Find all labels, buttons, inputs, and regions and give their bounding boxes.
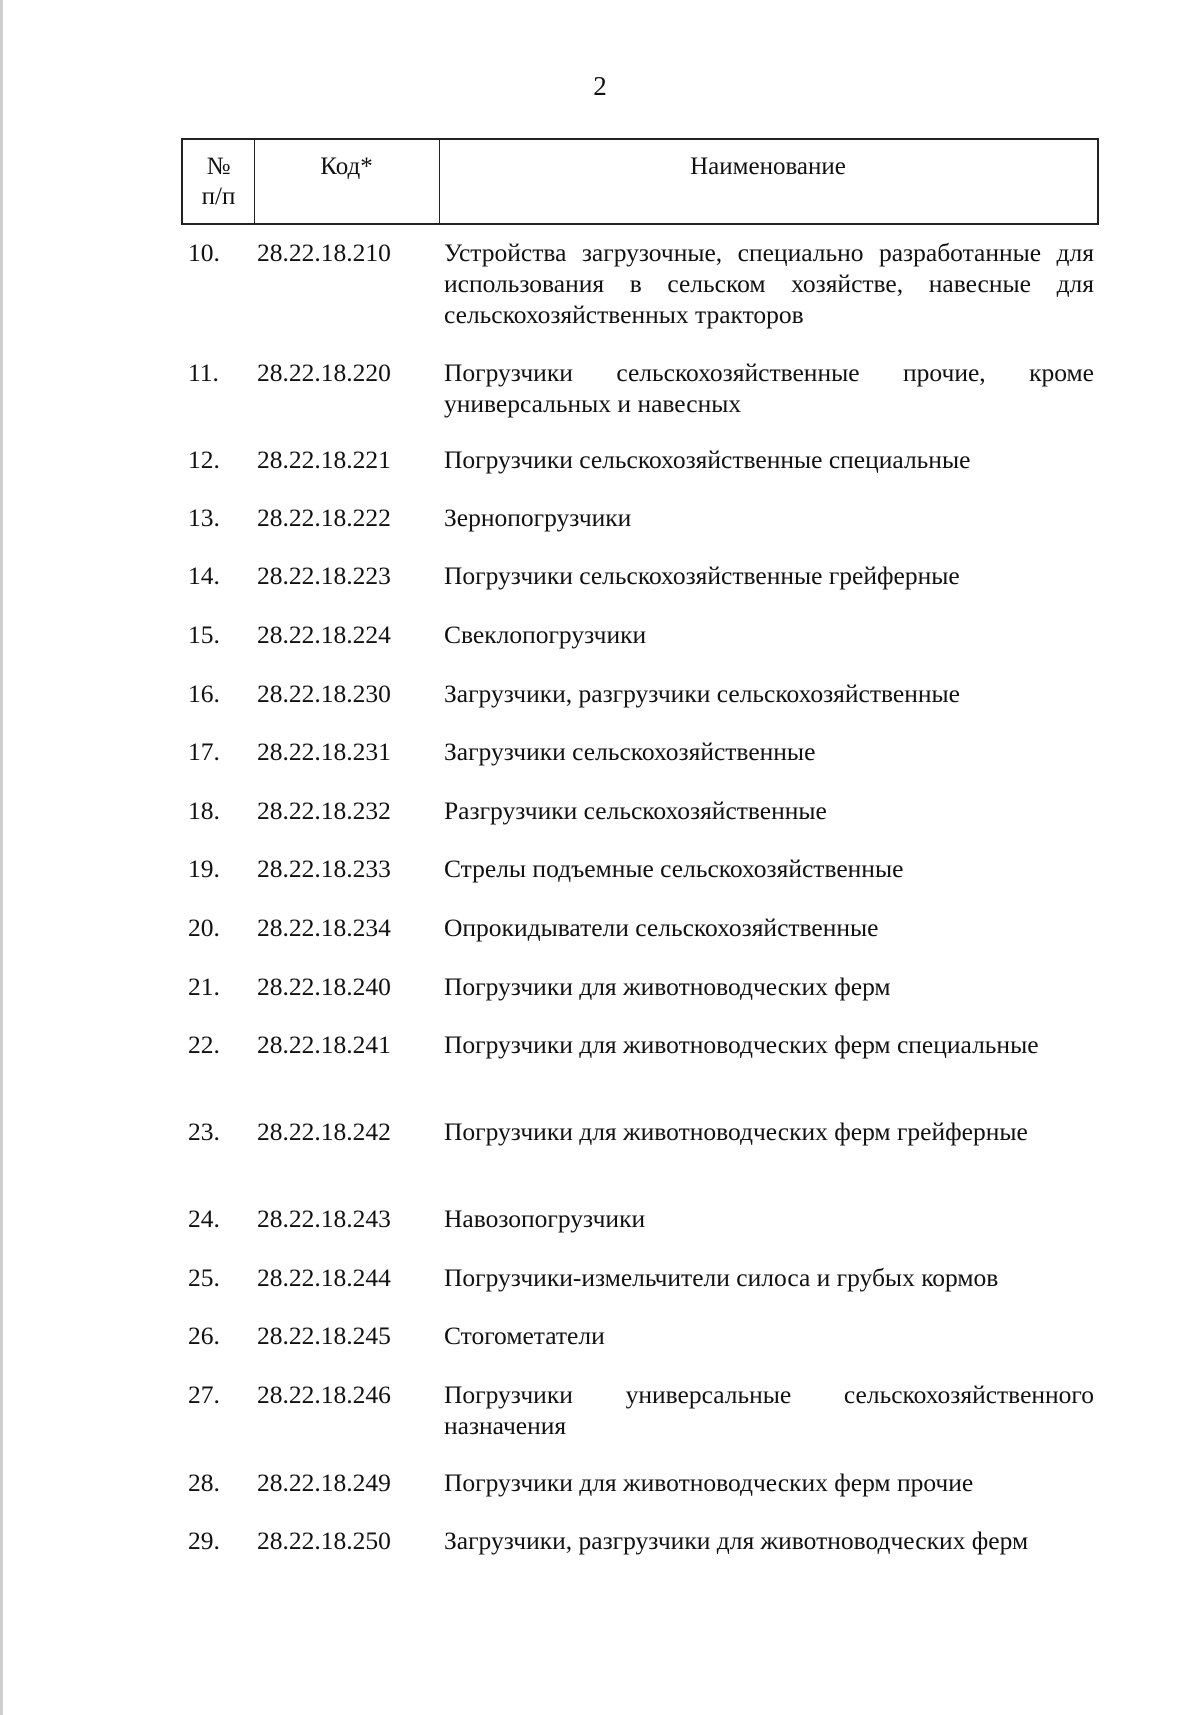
row-code: 28.22.18.234 <box>257 913 391 942</box>
row-name: Погрузчики для животноводческих ферм специальные <box>444 1030 1039 1059</box>
row-name: Погрузчики для животноводческих ферм прочие <box>444 1468 974 1497</box>
row-code: 28.22.18.241 <box>257 1030 391 1059</box>
row-code: 28.22.18.210 <box>257 238 391 267</box>
row-number: 13. <box>188 503 220 532</box>
row-name: Загрузчики, разгрузчики сельскохозяйственные <box>444 679 960 708</box>
row-name: Погрузчики для животноводческих ферм <box>444 972 891 1001</box>
row-name: Погрузчики-измельчители силоса и грубых кормов <box>444 1263 999 1292</box>
row-number: 29. <box>188 1526 220 1555</box>
row-name: Разгрузчики сельскохозяйственные <box>444 796 827 825</box>
row-number: 12. <box>188 445 220 474</box>
row-name: Погрузчики сельскохозяйственные грейферные <box>444 561 960 590</box>
row-code: 28.22.18.243 <box>257 1204 391 1233</box>
row-code: 28.22.18.233 <box>257 854 391 883</box>
row-name: Опрокидыватели сельскохозяйственные <box>444 913 879 942</box>
row-code: 28.22.18.224 <box>257 620 391 649</box>
row-number: 24. <box>188 1204 220 1233</box>
row-code: 28.22.18.242 <box>257 1117 391 1146</box>
header-number-symbol: № <box>206 153 231 180</box>
row-code: 28.22.18.220 <box>257 358 391 387</box>
row-code: 28.22.18.230 <box>257 679 391 708</box>
header-number-abbr: п/п <box>201 183 236 210</box>
row-name: Погрузчики сельскохозяйственные специальные <box>444 445 971 474</box>
row-name: Загрузчики сельскохозяйственные <box>444 737 816 766</box>
row-number: 21. <box>188 972 220 1001</box>
row-number: 11. <box>188 358 219 387</box>
row-name: Погрузчики универсальные сельскохозяйственного назначения <box>444 1380 1094 1440</box>
row-number: 17. <box>188 737 220 766</box>
row-code: 28.22.18.246 <box>257 1380 391 1409</box>
row-code: 28.22.18.231 <box>257 737 391 766</box>
row-number: 27. <box>188 1380 220 1409</box>
row-code: 28.22.18.250 <box>257 1526 391 1555</box>
row-code: 28.22.18.244 <box>257 1263 391 1292</box>
row-code: 28.22.18.223 <box>257 561 391 590</box>
row-number: 20. <box>188 913 220 942</box>
row-number: 26. <box>188 1321 220 1350</box>
row-code: 28.22.18.222 <box>257 503 391 532</box>
row-code: 28.22.18.221 <box>257 445 391 474</box>
row-code: 28.22.18.249 <box>257 1468 391 1497</box>
row-number: 14. <box>188 561 220 590</box>
row-number: 16. <box>188 679 220 708</box>
row-number: 18. <box>188 796 220 825</box>
row-number: 23. <box>188 1117 220 1146</box>
row-name: Погрузчики сельскохозяйственные прочие, кроме универсальных и навесных <box>444 358 1094 418</box>
row-name: Свеклопогрузчики <box>444 620 647 649</box>
row-name: Загрузчики, разгрузчики для животноводческих ферм <box>444 1526 1029 1555</box>
row-code: 28.22.18.240 <box>257 972 391 1001</box>
row-number: 19. <box>188 854 220 883</box>
row-name: Зернопогрузчики <box>444 503 632 532</box>
row-name: Навозопогрузчики <box>444 1204 646 1233</box>
page-number: 2 <box>593 71 607 101</box>
row-number: 25. <box>188 1263 220 1292</box>
row-number: 15. <box>188 620 220 649</box>
row-name: Погрузчики для животноводческих ферм грейферные <box>444 1117 1028 1146</box>
header-name: Наименование <box>690 153 846 180</box>
row-number: 10. <box>188 238 220 267</box>
row-number: 28. <box>188 1468 220 1497</box>
row-code: 28.22.18.245 <box>257 1321 391 1350</box>
row-number: 22. <box>188 1030 220 1059</box>
header-code: Код* <box>320 153 373 180</box>
row-name: Стрелы подъемные сельскохозяйственные <box>444 854 904 883</box>
row-name: Стогометатели <box>444 1321 605 1350</box>
row-code: 28.22.18.232 <box>257 796 391 825</box>
row-name: Устройства загрузочные, специально разработанные для использования в сельском хозяйстве, навесные для сельскохозяйственных тракторов <box>444 238 1094 329</box>
